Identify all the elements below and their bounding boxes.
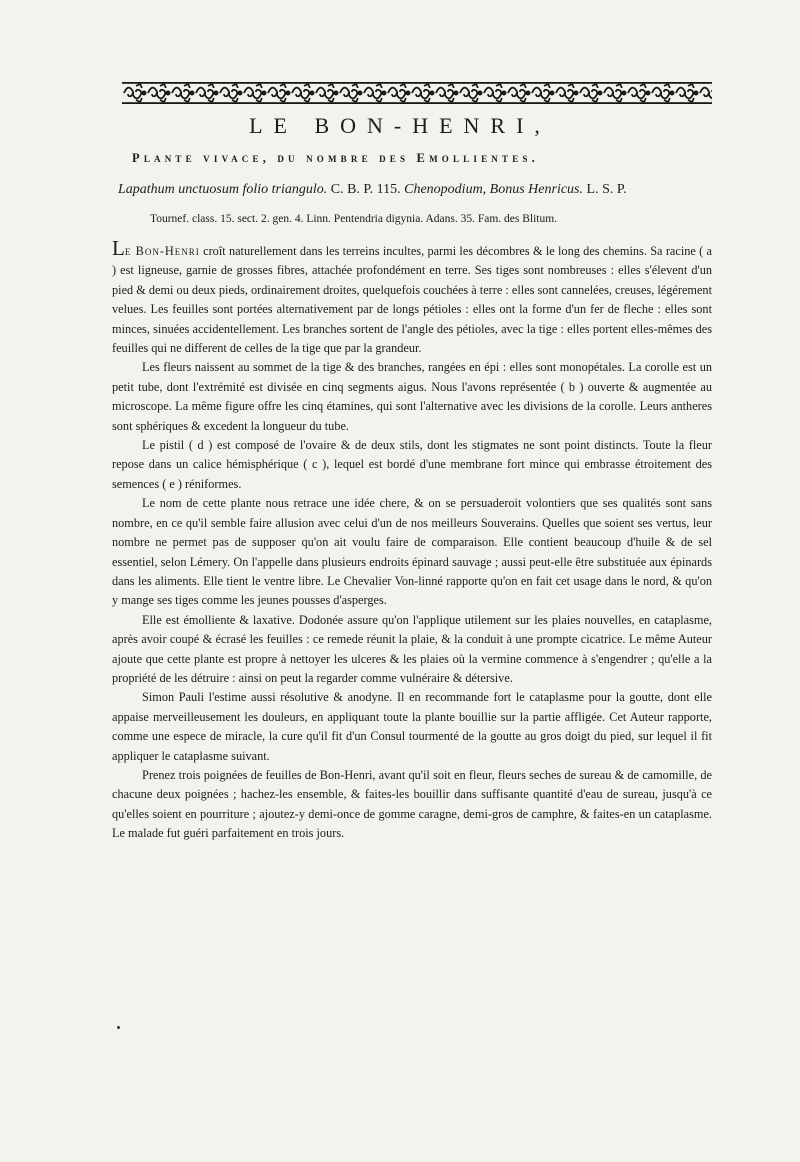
synonym-linnaeus: Chenopodium, Bonus Henricus. bbox=[404, 182, 584, 197]
synonym-linnaeus-ref: L. S. P. bbox=[583, 182, 627, 197]
paper-speck bbox=[117, 1026, 120, 1029]
classification-line: Tournef. class. 15. sect. 2. gen. 4. Linn. Pentendria digynia. Adans. 35. Fam. des Blitum. bbox=[150, 213, 558, 225]
printer-ornament-band bbox=[122, 82, 712, 104]
paragraph-emollient: Elle est émolliente & laxative. Dodonée assure qu'on l'applique utilement sur les plaies nouvelles, en cataplasme, après avoir coupé & écrasé les feuilles : ce remede réunit la plaie, & la conduit à une prompte cicatrice. Le même Auteur ajoute que cette plante est propre à nettoyer les ulceres & les plaies où la vermine commence à s'engendrer ; qu'elle a la propriété de les détruire : ainsi on peut la regarder comme vulnéraire & détersive. bbox=[112, 612, 712, 685]
paragraph-recipe: Prenez trois poignées de feuilles de Bon-Henri, avant qu'il soit en fleur, fleurs seches de sureau & de camomille, de chacune deux poignées ; hachez-les ensemble, & faites-les bouillir dans suffisante quantité d'eau de sureau, jusqu'à ce qu'elles soient en pourriture ; ajoutez-y demi-once de gomme caragne, demi-gros de camphre, & faites-en un cataplasme. Le malade fut guéri parfaitement en trois jours. bbox=[112, 767, 712, 841]
page-title: LE BON-HENRI, bbox=[249, 113, 551, 138]
paragraph-pistil: Le pistil ( d ) est composé de l'ovaire & de deux stils, dont les stigmates ne sont point distincts. Toute la fleur repose dans un calice hémisphérique ( c ), lequel est bordé d'une membrane fort mince qui embrasse étroitement des semences ( e ) réniformes. bbox=[112, 438, 712, 491]
paragraph-text: croît naturellement dans les terreins incultes, parmi les décombres & le long des chemins. Sa racine ( a ) est ligneuse, garnie de grosses fibres, attachée profondément en terre. Ses tiges sont nombreuses : elles s'élevent d'un pied & demi ou deux pieds, ordinairement droites, quelquefois couchées à terre : elles sont cannelées, creuses, légérement velues. Les feuilles sont portées alternativement par de longs pétioles : elles ont la forme d'un fer de fleche : elles sont minces, sinuées accidentellement. Les branches sortent de l'angle des pétioles, avec la tige : elles portent elles-mêmes des feuilles qui ne different de celles de la tige que par la grandeur. bbox=[112, 244, 713, 356]
paragraph-name-uses: Le nom de cette plante nous retrace une idée chere, & on se persuaderoit volontiers que ses qualités sont sans nombre, en ce qu'il semble faire allusion avec celui d'un de nos meilleurs Souverains. Quelles que soient ses vertus, leur nombre ne permet pas de supposer qu'on ait voulu faire de comparaison. Elle contient beaucoup d'huile & de sel essentiel, selon Lémery. On l'appelle dans plusieurs endroits épinard sauvage ; aussi peut-elle être substituée aux épinards dans les aliments. Elle tient le ventre libre. Le Chevalier Von-linné rapporte qu'on en fait cet usage dans le nord, & qu'on y mange ses tiges comme les jeunes pousses d'asperges. bbox=[112, 496, 712, 608]
drop-capital: L bbox=[112, 236, 125, 260]
plant-subtitle: Plante vivace, du nombre des Emollientes. bbox=[132, 151, 539, 165]
botanical-synonyms bbox=[118, 182, 718, 198]
paragraph-description bbox=[112, 238, 712, 358]
paragraph-simon-pauli: Simon Pauli l'estime aussi résolutive & anodyne. Il en recommande fort le cataplasme pour la goutte, dont elle appaise merveilleusement les douleurs, en appliquant toute la plante bouillie sur la partie affligée. Cet Auteur rapporte, comme une espece de miracle, la cure qu'il fit d'un Consul tourmenté de la goutte au gros doigt du pied, sur lequel il fit appliquer le cataplasme suivant. bbox=[112, 690, 712, 763]
synonym-bauhin: Lapathum unctuosum folio triangulo. bbox=[118, 182, 328, 197]
body-text bbox=[112, 238, 712, 844]
paragraph-flowers: Les fleurs naissent au sommet de la tige & des branches, rangées en épi : elles sont monopétales. La corolle est un petit tube, dont l'extrémité est divisée en cinq segments aigus. Nous l'avons représentée ( b ) ouverte & augmentée au microscope. La même figure offre les cinq étamines, qui sont l'alternative avec les divisions de la corolle. Leurs antheres sont sphériques & excedent la longueur du tube. bbox=[112, 360, 712, 433]
synonym-bauhin-ref: C. B. P. 115. bbox=[327, 182, 405, 197]
plant-name-lead: e Bon-Henri bbox=[124, 244, 200, 258]
